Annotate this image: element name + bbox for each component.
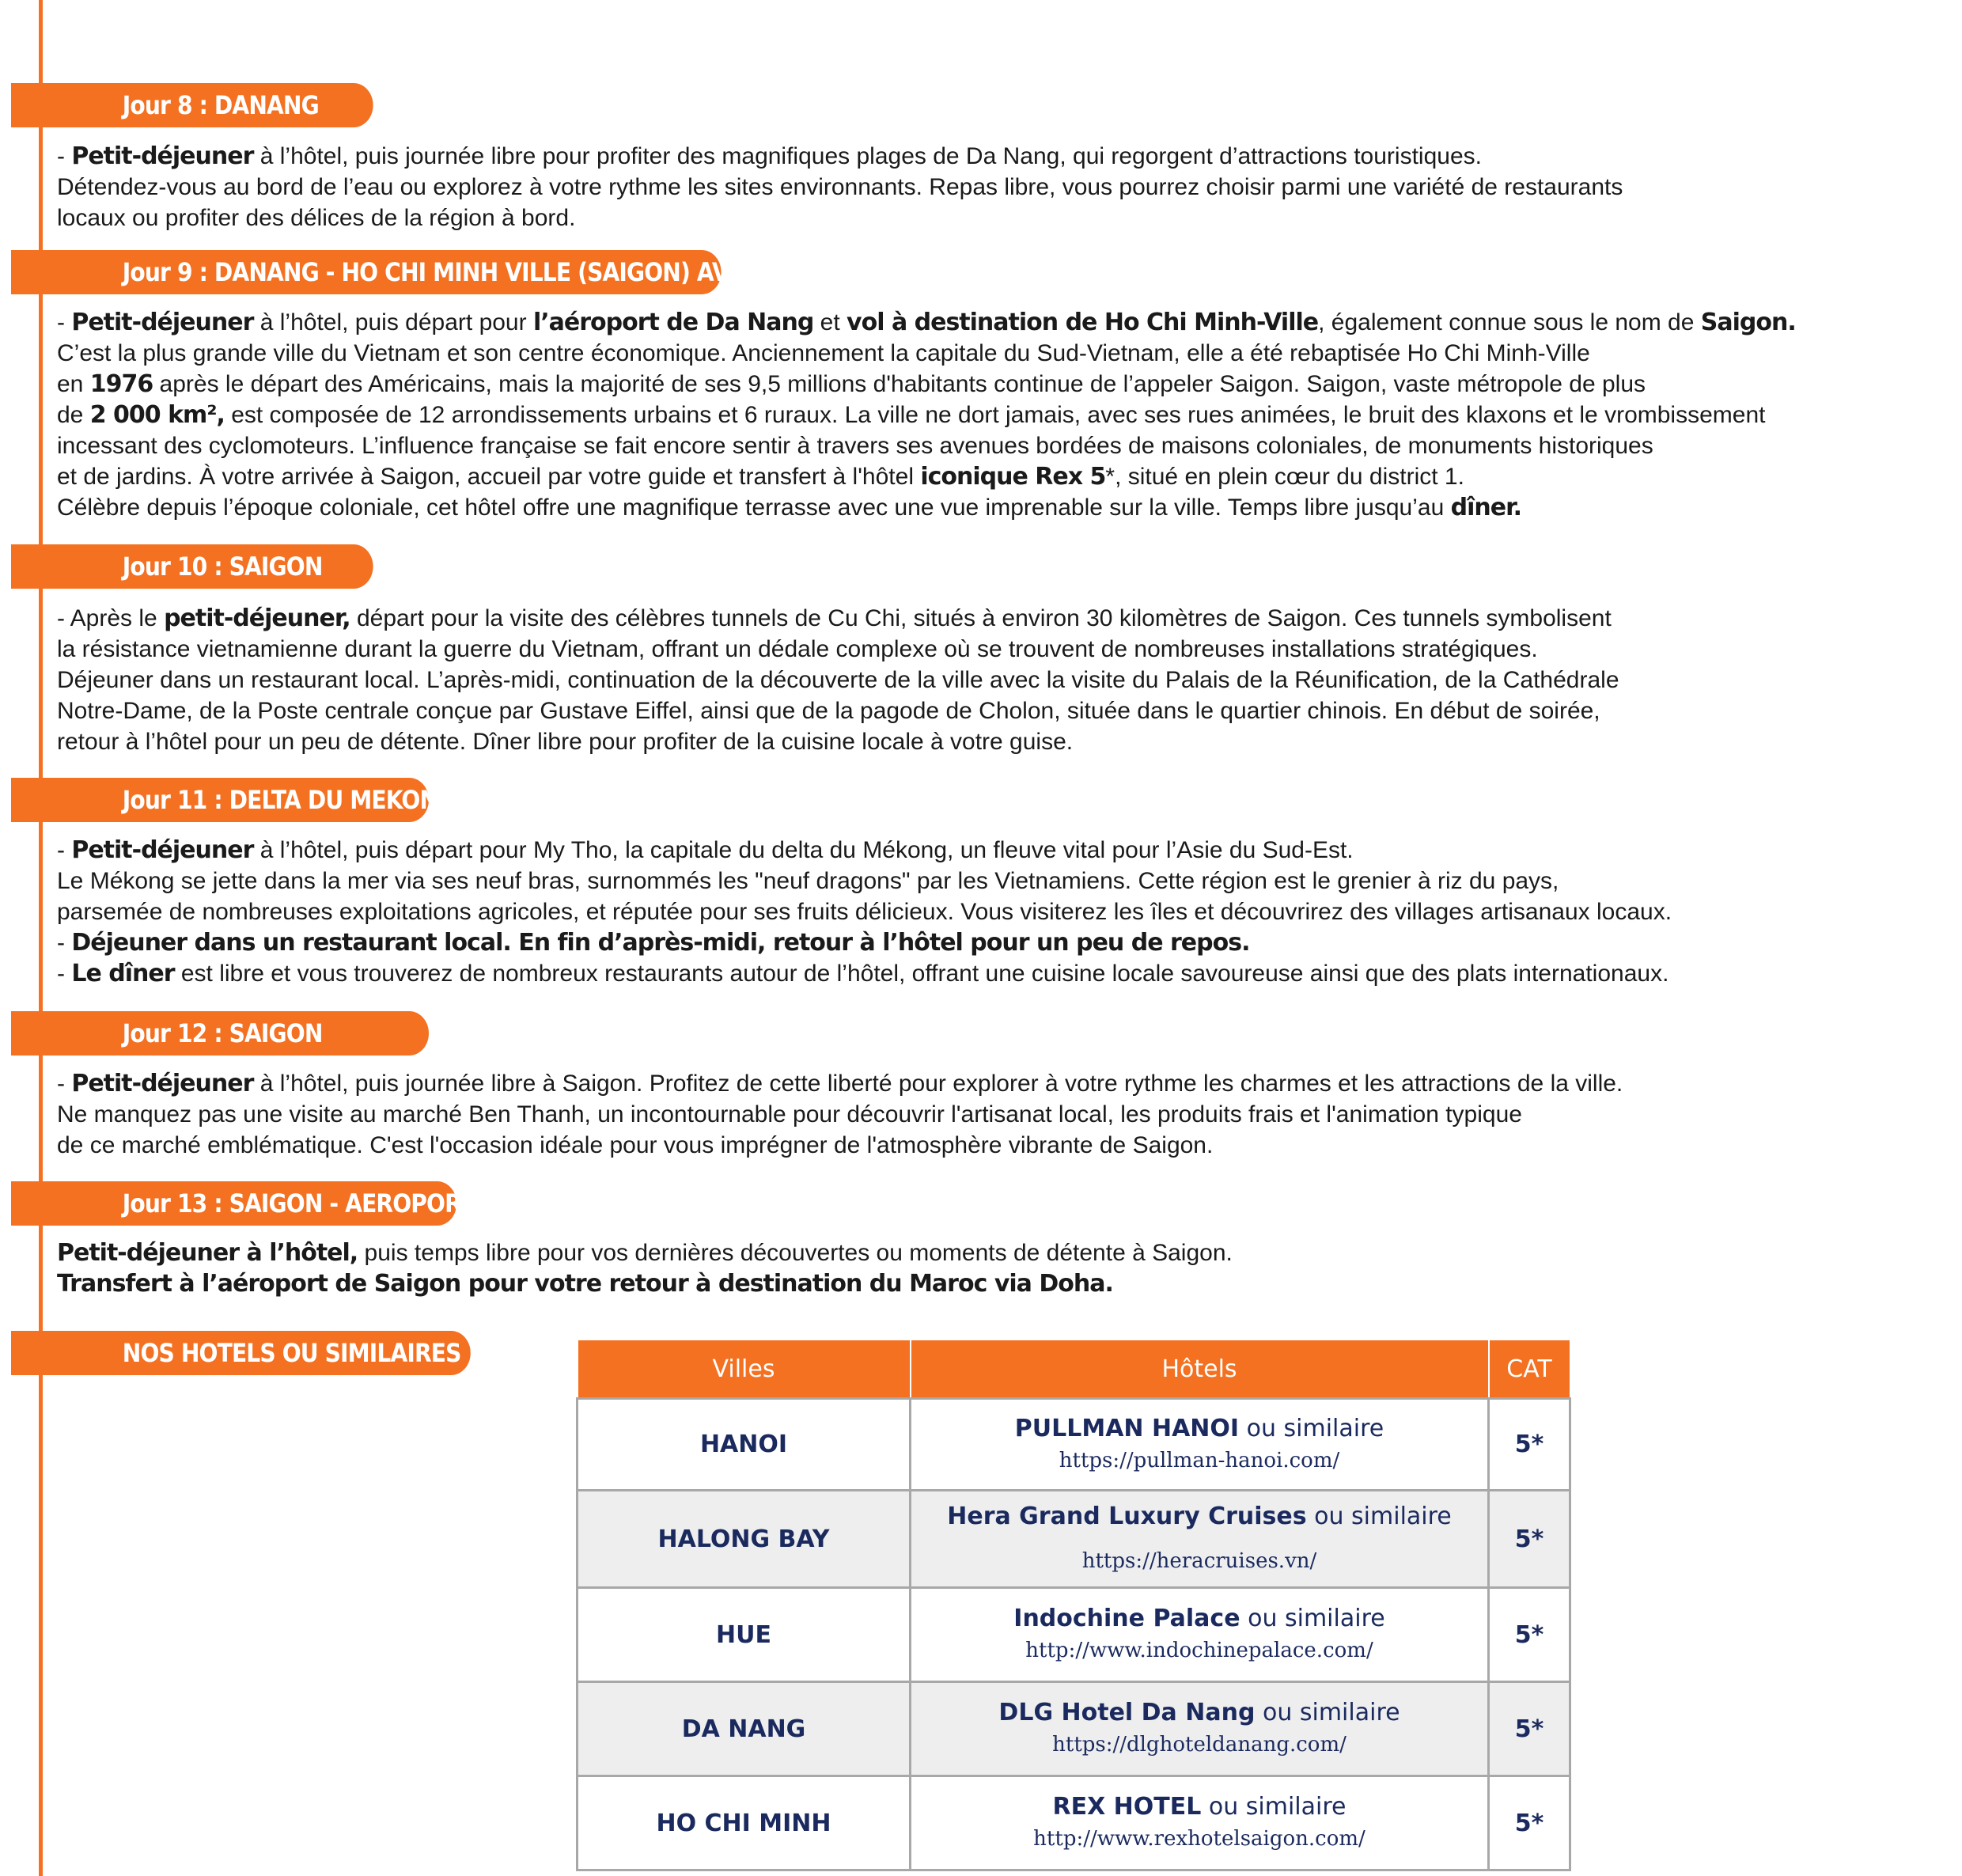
- text-line: Le Mékong se jette dans la mer via ses neuf bras, surnommés les "neuf dragons" par les Vietnamiens. Cette région est le grenier à riz du pays,: [57, 868, 1559, 894]
- hotel-name: DLG Hotel Da Nang: [998, 1699, 1256, 1726]
- table-row: [578, 1588, 1570, 1682]
- day-8-title: Jour 8 : DANANG: [122, 90, 319, 120]
- day-12-header: [11, 1011, 429, 1055]
- hotel-name: Hera Grand Luxury Cruises: [947, 1503, 1307, 1530]
- text-line: - Le dîner est libre et vous trouverez de nombreux restaurants autour de l’hôtel, offrant une cuisine locale savoureuse ainsi que des plats internationaux.: [57, 960, 1669, 987]
- hotel-url-link[interactable]: https://dlghoteldanang.com/: [1052, 1733, 1347, 1757]
- hotel-name: PULLMAN HANOI: [1014, 1414, 1240, 1442]
- city-cell: HALONG BAY: [578, 1491, 911, 1588]
- text-line: Déjeuner dans un restaurant local. L’après-midi, continuation de la découverte de la ville avec la visite du Palais de la Réunification, de la Cathédrale: [57, 667, 1619, 693]
- hotel-name: Indochine Palace: [1013, 1605, 1240, 1632]
- text-line: Célèbre depuis l’époque coloniale, cet hôtel offre une magnifique terrasse avec une vue imprenable sur la ville. Temps libre jusqu’au dîner.: [57, 494, 1521, 521]
- city-cell: HUE: [578, 1588, 911, 1682]
- day-11-title: Jour 11 : DELTA DU MEKONG: [122, 785, 456, 815]
- text-line: locaux ou profiter des délices de la région à bord.: [57, 205, 576, 231]
- text-line: C’est la plus grande ville du Vietnam et son centre économique. Anciennement la capitale du Sud-Vietnam, elle a été rebaptisée Ho Chi Minh-Ville: [57, 340, 1590, 366]
- city-cell: HO CHI MINH: [578, 1776, 911, 1870]
- day-13-title: Jour 13 : SAIGON - AEROPORT: [122, 1188, 475, 1218]
- text-line: - Petit-déjeuner à l’hôtel, puis journée libre pour profiter des magnifiques plages de Da Nang, qui regorgent d’attractions touristiques.: [57, 142, 1482, 170]
- text-line: la résistance vietnamienne durant la guerre du Vietnam, offrant un dédale complexe où se trouvent de nombreuses installations stratégiques.: [57, 636, 1538, 662]
- text-line: incessant des cyclomoteurs. L’influence française se fait encore sentir à travers ses avenues bordées de maisons coloniales, de monuments historiques: [57, 433, 1653, 459]
- header-villes: Villes: [578, 1340, 911, 1399]
- hotel-cell: Hera Grand Luxury Cruises ou similaire https://heracruises.vn/: [911, 1491, 1489, 1588]
- text-line: en 1976 après le départ des Américains, mais la majorité de ses 9,5 millions d'habitants continue de l’appeler Saigon. Saigon, vaste métropole de plus: [57, 370, 1646, 398]
- hotel-cell: DLG Hotel Da Nang ou similaire https://dlghoteldanang.com/: [911, 1682, 1489, 1776]
- text-line: Détendez-vous au bord de l’eau ou explorez à votre rythme les sites environnants. Repas libre, vous pourrez choisir parmi une variété de restaurants: [57, 174, 1623, 200]
- day-10-title: Jour 10 : SAIGON: [122, 551, 323, 582]
- cat-cell: 5*: [1489, 1776, 1570, 1870]
- table-row: [578, 1776, 1570, 1870]
- day-9-title: Jour 9 : DANANG - HO CHI MINH VILLE (SAIGON) AVION: [122, 257, 773, 287]
- hotel-url-link[interactable]: https://pullman-hanoi.com/: [1059, 1448, 1340, 1472]
- text-line: - Déjeuner dans un restaurant local. En fin d’après-midi, retour à l’hôtel pour un peu de repos.: [57, 929, 1250, 957]
- text-line: de 2 000 km², est composée de 12 arrondissements urbains et 6 ruraux. La ville ne dort jamais, avec ses rues animées, le bruit des klaxons et le vrombissement: [57, 401, 1766, 429]
- cat-cell: 5*: [1489, 1682, 1570, 1776]
- text-line: de ce marché emblématique. C'est l'occasion idéale pour vous imprégner de l'atmosphère vibrante de Saigon.: [57, 1132, 1214, 1158]
- hotels-title: NOS HOTELS OU SIMILAIRES :: [122, 1338, 476, 1368]
- day-12-text: [57, 1068, 1956, 1161]
- day-12-title: Jour 12 : SAIGON: [122, 1018, 323, 1048]
- day-10-header: [11, 544, 373, 589]
- text-line: Ne manquez pas une visite au marché Ben Thanh, un incontournable pour découvrir l'artisanat local, les produits frais et l'animation typique: [57, 1101, 1522, 1127]
- text-line: - Petit-déjeuner à l’hôtel, puis journée libre à Saigon. Profitez de cette liberté pour explorer à votre rythme les charmes et les attractions de la ville.: [57, 1070, 1623, 1097]
- text-line: - Après le petit-déjeuner, départ pour la visite des célèbres tunnels de Cu Chi, situés à environ 30 kilomètres de Saigon. Ces tunnels symbolisent: [57, 604, 1612, 632]
- hotel-url-link[interactable]: http://www.indochinepalace.com/: [1025, 1639, 1373, 1662]
- hotels-header: [11, 1331, 476, 1375]
- table-row: [578, 1491, 1570, 1588]
- header-hotels: Hôtels: [911, 1340, 1489, 1399]
- day-10-text: [57, 603, 1956, 757]
- cat-cell: 5*: [1489, 1588, 1570, 1682]
- text-line: - Petit-déjeuner à l’hôtel, puis départ pour l’aéroport de Da Nang et vol à destination de Ho Chi Minh-Ville, également connue sous le nom de Saigon.: [57, 309, 1796, 336]
- text-line: - Petit-déjeuner à l’hôtel, puis départ pour My Tho, la capitale du delta du Mékong, un fleuve vital pour l’Asie du Sud-Est.: [57, 836, 1354, 864]
- day-13-header: [11, 1181, 475, 1226]
- day-11-header: [11, 778, 456, 822]
- hotel-url-link[interactable]: http://www.rexhotelsaigon.com/: [1033, 1827, 1365, 1851]
- text-line: Transfert à l’aéroport de Saigon pour votre retour à destination du Maroc via Doha.: [57, 1270, 1113, 1298]
- header-cat: CAT: [1489, 1340, 1570, 1399]
- hotel-cell: REX HOTEL ou similaire http://www.rexhotelsaigon.com/: [911, 1776, 1489, 1870]
- text-line: et de jardins. À votre arrivée à Saigon, accueil par votre guide et transfert à l'hôtel iconique Rex 5*, situé en plein cœur du district 1.: [57, 463, 1464, 491]
- cat-cell: 5*: [1489, 1399, 1570, 1491]
- day-8-header: [11, 83, 373, 127]
- hotels-table: [576, 1339, 1571, 1871]
- hotel-cell: Indochine Palace ou similaire http://www.indochinepalace.com/: [911, 1588, 1489, 1682]
- cat-cell: 5*: [1489, 1491, 1570, 1588]
- table-header-row: [578, 1340, 1570, 1399]
- day-9-header: [11, 250, 773, 294]
- city-cell: DA NANG: [578, 1682, 911, 1776]
- day-11-text: [57, 835, 1956, 989]
- day-8-text: [57, 141, 1956, 233]
- table-row: [578, 1682, 1570, 1776]
- table-row: [578, 1399, 1570, 1491]
- text-line: Petit-déjeuner à l’hôtel, puis temps libre pour vos dernières découvertes ou moments de détente à Saigon.: [57, 1239, 1233, 1267]
- day-13-text: [57, 1237, 1956, 1299]
- hotel-url-link[interactable]: https://heracruises.vn/: [1081, 1549, 1317, 1573]
- text-line: parsemée de nombreuses exploitations agricoles, et réputée pour ses fruits délicieux. Vous visiterez les îles et découvrirez des villages artisanaux locaux.: [57, 899, 1672, 925]
- hotel-cell: PULLMAN HANOI ou similaire https://pullman-hanoi.com/: [911, 1399, 1489, 1491]
- hotel-name: REX HOTEL: [1052, 1793, 1202, 1821]
- text-line: retour à l’hôtel pour un peu de détente. Dîner libre pour profiter de la cuisine locale à votre guise.: [57, 729, 1074, 755]
- day-9-text: [57, 307, 1956, 523]
- text-line: Notre-Dame, de la Poste centrale conçue par Gustave Eiffel, ainsi que de la pagode de Cholon, située dans le quartier chinois. En début de soirée,: [57, 698, 1600, 724]
- city-cell: HANOI: [578, 1399, 911, 1491]
